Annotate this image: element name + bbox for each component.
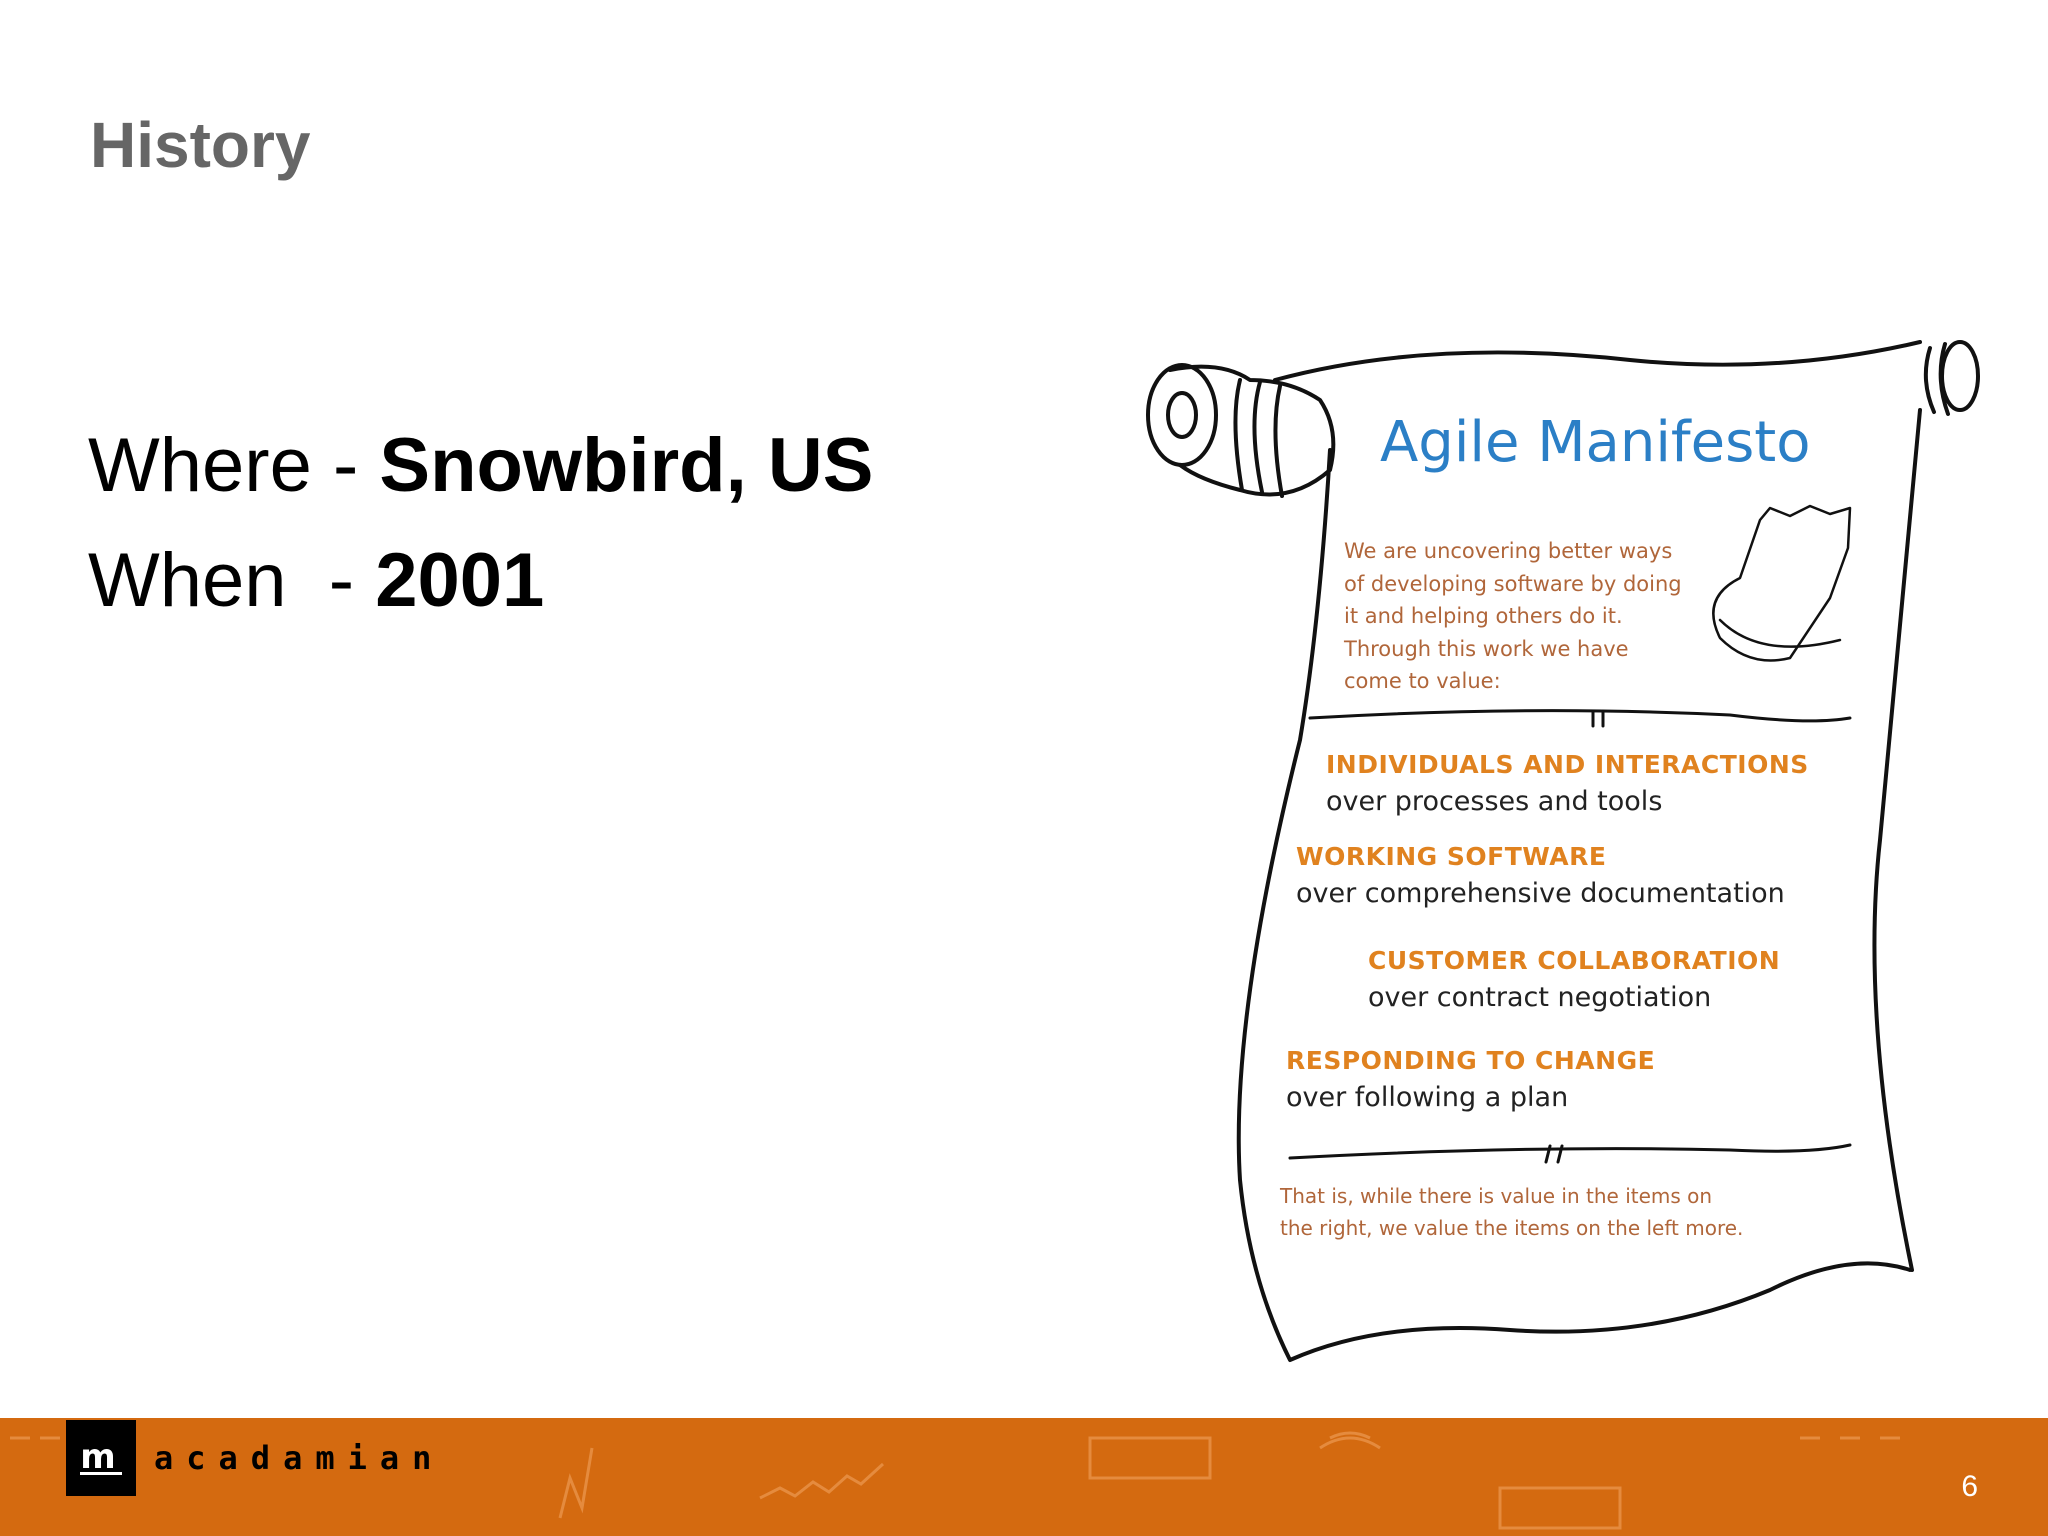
logo-wordmark: acadamian [136, 1420, 472, 1496]
manifesto-title: Agile Manifesto [1380, 410, 1811, 475]
value-over: over following a plan [1286, 1082, 1569, 1113]
where-value: Snowbird, US [379, 423, 874, 508]
value-heading: INDIVIDUALS AND INTERACTIONS [1326, 750, 1809, 779]
intro-line: We are uncovering better ways [1344, 539, 1673, 563]
when-label: When - [88, 538, 376, 623]
logo-mark-box [66, 1420, 136, 1496]
where-label: Where - [88, 423, 380, 508]
page-number: 6 [1961, 1470, 1978, 1503]
value-heading: RESPONDING TO CHANGE [1286, 1046, 1656, 1075]
intro-line: come to value: [1344, 669, 1501, 693]
value-heading: CUSTOMER COLLABORATION [1368, 946, 1781, 975]
value-heading: WORKING SOFTWARE [1296, 842, 1607, 871]
footer-line: That is, while there is value in the items on [1280, 1184, 1713, 1208]
where-line [88, 422, 873, 509]
value-over: over comprehensive documentation [1296, 878, 1785, 909]
manifesto-footer [1280, 1180, 1743, 1244]
intro-line: Through this work we have [1344, 636, 1629, 661]
when-value: 2001 [375, 538, 545, 623]
value-over: over processes and tools [1326, 786, 1663, 817]
intro-line: it and helping others do it. [1344, 604, 1623, 628]
intro-line: of developing software by doing [1344, 571, 1682, 596]
when-line [88, 537, 544, 624]
macadamian-logo [66, 1420, 472, 1496]
agile-manifesto-scroll [1130, 320, 1990, 1370]
manifesto-intro [1344, 535, 1682, 698]
logo-mark: m [80, 1442, 121, 1475]
value-over: over contract negotiation [1368, 982, 1712, 1013]
slide-title: History [90, 109, 311, 181]
footer-line: the right, we value the items on the left more. [1280, 1216, 1744, 1240]
